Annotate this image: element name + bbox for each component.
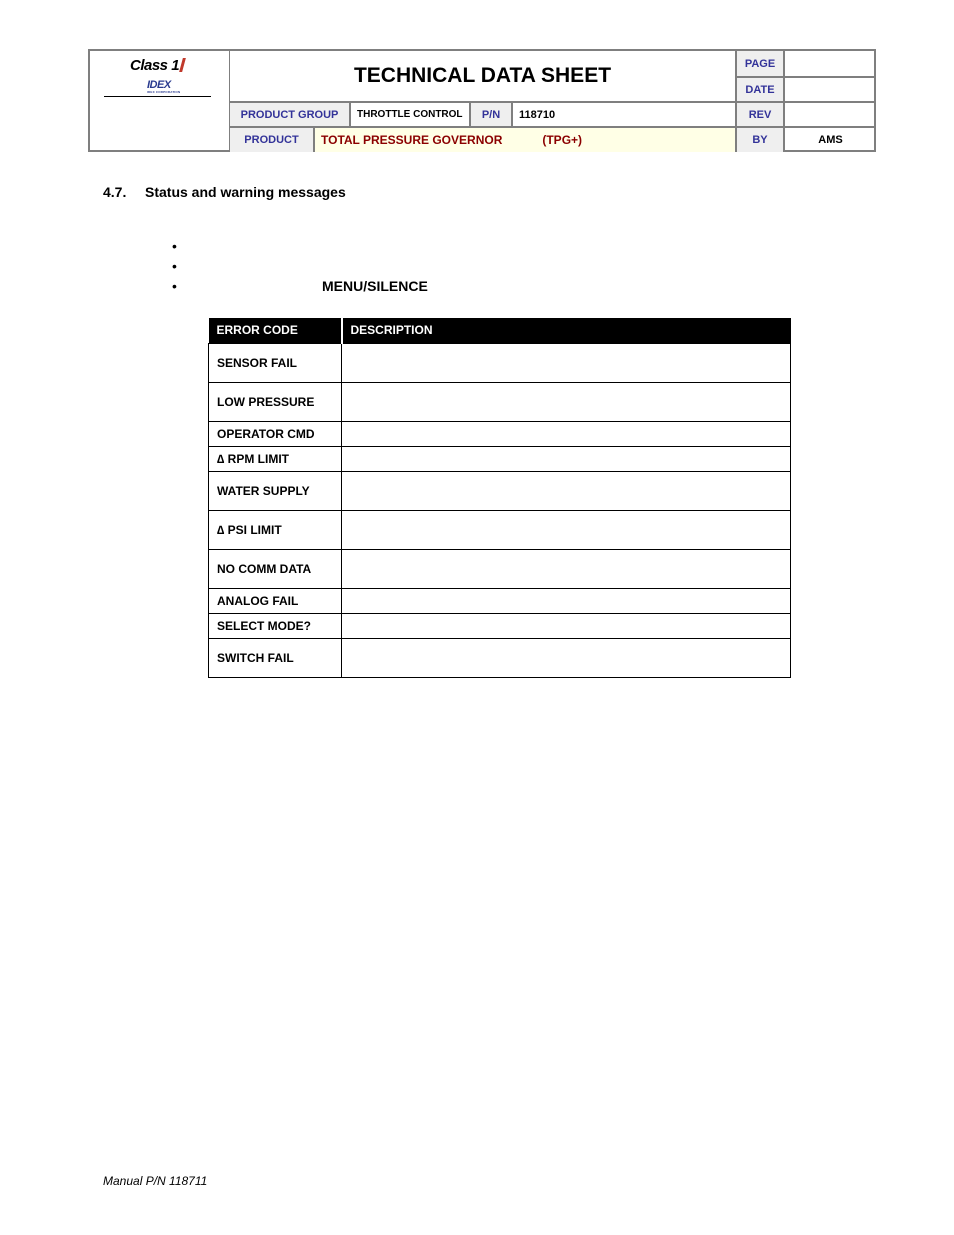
menu-silence-label: MENU/SILENCE (322, 278, 428, 294)
author-label: BY (736, 127, 784, 152)
logo-red-bar-icon (179, 58, 186, 72)
product-code: (TPG+) (542, 133, 583, 147)
logo-cell (90, 51, 230, 152)
table-header-row (209, 318, 791, 343)
product-group-value: THROTTLE CONTROL (350, 102, 470, 127)
description-cell (342, 549, 791, 588)
document-header (88, 49, 876, 152)
date-value (784, 77, 876, 102)
idex-logo: IDEX (147, 79, 171, 91)
footer-manual-pn: Manual P/N 118711 (103, 1174, 208, 1188)
revision-value (784, 102, 876, 127)
list-item (172, 276, 428, 296)
description-cell (342, 613, 791, 638)
page-value (784, 51, 876, 77)
bullet-dot-icon: • (172, 258, 177, 274)
description-cell (342, 421, 791, 446)
error-code-cell: SENSOR FAIL (209, 343, 342, 382)
product-label: PRODUCT (230, 127, 314, 152)
column-header-description: DESCRIPTION (342, 318, 791, 343)
error-code-cell: SELECT MODE? (209, 613, 342, 638)
product-value (314, 127, 736, 152)
date-label: DATE (736, 77, 784, 102)
logo-divider (104, 96, 211, 97)
table-row (209, 638, 791, 677)
section-number: 4.7. (103, 184, 127, 200)
description-cell (342, 638, 791, 677)
table-row (209, 613, 791, 638)
revision-label: REV (736, 102, 784, 127)
description-cell (342, 471, 791, 510)
table-row (209, 421, 791, 446)
table-row (209, 343, 791, 382)
table-row (209, 588, 791, 613)
bullet-dot-icon: • (172, 278, 177, 294)
description-cell (342, 510, 791, 549)
class1-logo: Class 1 (130, 57, 184, 74)
description-cell (342, 588, 791, 613)
table-row (209, 471, 791, 510)
section-title: Status and warning messages (145, 184, 346, 200)
product-group-label: PRODUCT GROUP (230, 102, 350, 127)
description-cell (342, 382, 791, 421)
section-heading (103, 184, 346, 200)
list-item (172, 236, 428, 256)
error-code-cell: SWITCH FAIL (209, 638, 342, 677)
table-row (209, 382, 791, 421)
error-code-table (208, 318, 791, 678)
bullet-list (172, 236, 428, 296)
part-number-label: P/N (470, 102, 512, 127)
product-name: TOTAL PRESSURE GOVERNOR (321, 133, 503, 147)
error-code-cell: ∆ RPM LIMIT (209, 446, 342, 471)
description-cell (342, 343, 791, 382)
error-code-cell: LOW PRESSURE (209, 382, 342, 421)
error-code-cell: ∆ PSI LIMIT (209, 510, 342, 549)
author-value: AMS (784, 127, 876, 152)
description-cell (342, 446, 791, 471)
table-row (209, 510, 791, 549)
bullet-dot-icon: • (172, 238, 177, 254)
part-number-value: 118710 (512, 102, 736, 127)
error-code-cell: NO COMM DATA (209, 549, 342, 588)
column-header-error-code: ERROR CODE (209, 318, 342, 343)
list-item (172, 256, 428, 276)
error-code-cell: ANALOG FAIL (209, 588, 342, 613)
error-code-cell: OPERATOR CMD (209, 421, 342, 446)
table-body (209, 343, 791, 677)
page-label: PAGE (736, 51, 784, 77)
idex-logo-subtitle: IDEX CORPORATION (147, 90, 181, 94)
document-title: TECHNICAL DATA SHEET (230, 51, 736, 102)
table-row (209, 549, 791, 588)
table-row (209, 446, 791, 471)
error-code-cell: WATER SUPPLY (209, 471, 342, 510)
